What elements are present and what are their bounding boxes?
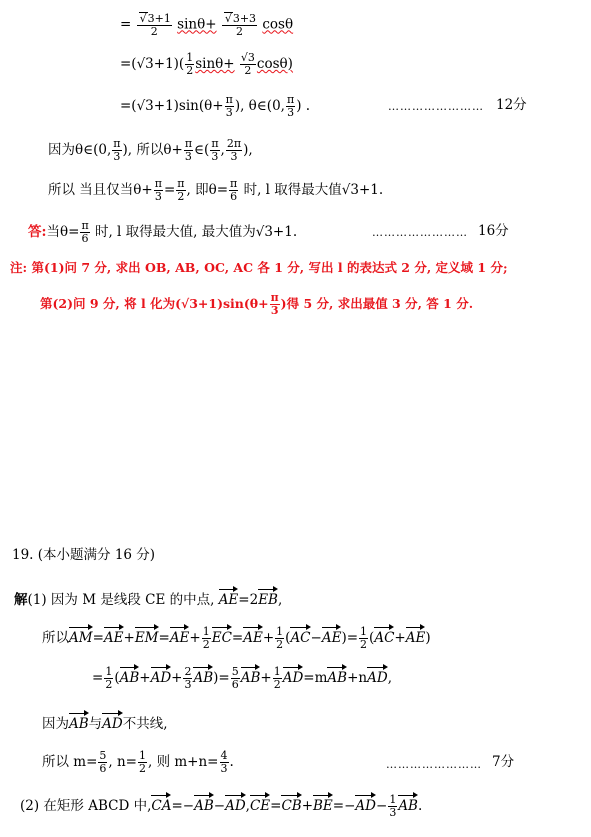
denominator: 3 [287, 106, 295, 119]
fraction [176, 178, 185, 203]
vector: AD [283, 666, 304, 687]
fraction [388, 794, 397, 819]
score-label: 16分 [478, 223, 509, 239]
expr: 时, l 取得最大值√3+1. [239, 182, 384, 198]
q19-line-2 [42, 626, 431, 651]
expr: (2) 在矩形 ABCD 中, [20, 798, 152, 814]
denominator: 2 [177, 190, 185, 203]
expr: )得 5 分, 求出最值 3 分, 答 1 分. [280, 296, 474, 311]
expr: =2 [238, 592, 259, 608]
numerator: 3+3 [232, 12, 257, 25]
expr: ), θ∈(0, [234, 98, 285, 114]
op: ( [285, 630, 291, 646]
vector: BE [313, 794, 333, 815]
vector: CB [281, 794, 301, 815]
numerator: 1 [186, 51, 194, 64]
sin-term: sinθ+ [177, 16, 217, 33]
expr: , n= [108, 754, 137, 770]
q19-line-6 [20, 794, 422, 819]
denominator: 3 [270, 304, 279, 317]
op: − [376, 798, 388, 814]
denominator: 6 [230, 190, 238, 203]
vector: AB [241, 666, 261, 687]
op: + [189, 630, 201, 646]
denominator: 2 [105, 678, 113, 691]
score-label: 7分 [492, 754, 515, 770]
question-19-header: 19. (本小题满分 16 分) [12, 547, 156, 563]
vector: AB [398, 794, 418, 815]
grading-note-2 [40, 292, 473, 317]
vector: EM [135, 626, 159, 647]
numerator: 1 [105, 665, 113, 678]
expr: , [220, 142, 225, 158]
denominator: 2 [273, 678, 281, 691]
fraction [185, 52, 194, 77]
fraction [229, 178, 238, 203]
derivation-line-4 [48, 138, 253, 163]
sqrt-3: √ [224, 12, 232, 25]
expr: 所以 [42, 630, 69, 646]
denominator: 2 [202, 638, 210, 651]
fraction [231, 666, 240, 691]
fraction [222, 12, 257, 38]
vector: AD [102, 712, 123, 733]
denominator: 2 [150, 25, 158, 38]
expr: 与 [88, 716, 103, 732]
numerator: π [270, 291, 279, 304]
denominator: 3 [184, 150, 192, 163]
numerator: π [154, 177, 162, 190]
fraction [273, 666, 282, 691]
numerator: 2π [226, 137, 242, 150]
denominator: 3 [154, 190, 162, 203]
numerator: 5 [99, 749, 107, 762]
vector: CE [250, 794, 270, 815]
numerator: 1 [139, 749, 146, 762]
q19-line-1 [14, 588, 282, 609]
vector: AD [225, 794, 246, 815]
denominator: 6 [99, 762, 107, 775]
op: ) [425, 630, 431, 646]
numerator: √3 [240, 51, 255, 64]
fraction [275, 626, 284, 651]
numerator: 1 [273, 665, 281, 678]
op: = [270, 798, 282, 814]
expr: = [163, 182, 176, 198]
fraction [80, 220, 89, 245]
expr: 所以 m= [42, 754, 98, 770]
expr: 第(2)问 9 分, 将 l 化为(√3+1)sin(θ+ [40, 296, 269, 311]
numerator: 1 [202, 625, 210, 638]
vector: AE [170, 626, 190, 647]
expr: , [277, 592, 283, 608]
op: , [245, 798, 250, 814]
fraction [270, 292, 280, 317]
fraction [202, 626, 211, 651]
op: =− [171, 798, 195, 814]
op: = [231, 630, 244, 646]
vector-AE: AE [219, 588, 239, 609]
numerator: 1 [360, 625, 368, 638]
fraction [104, 666, 113, 691]
op: =m [303, 670, 328, 686]
op: + [171, 670, 183, 686]
vector-EB: EB [258, 588, 278, 609]
numerator: 5 [231, 665, 239, 678]
fraction [240, 52, 256, 77]
op: ( [114, 670, 120, 686]
expr: 因为θ∈(0, [48, 142, 112, 158]
vector: AB [327, 666, 347, 687]
vector: AE [406, 626, 426, 647]
expr: 时, l 取得最大值, 最大值为√3+1. [90, 224, 298, 240]
fraction [286, 94, 295, 119]
cos-term: cosθ) [256, 56, 293, 72]
denominator: 3 [211, 150, 219, 163]
op: +n [347, 670, 368, 686]
expr: , 即θ= [186, 182, 229, 198]
expr: . [229, 754, 234, 770]
fraction [138, 750, 147, 775]
expr: =(√3+1)( [120, 56, 185, 72]
fraction [225, 94, 234, 119]
vector: AC [374, 626, 394, 647]
denominator: 6 [231, 678, 239, 691]
vector: AD [355, 794, 376, 815]
denominator: 6 [81, 232, 89, 245]
op: , [387, 670, 392, 686]
score-dots: …………………… [386, 758, 482, 771]
op: + [301, 798, 314, 814]
op: )= [341, 630, 359, 646]
denominator: 3 [184, 678, 192, 691]
vector: AD [367, 666, 388, 687]
vector: AE [104, 626, 124, 647]
denominator: 3 [389, 806, 397, 819]
op: . [417, 798, 423, 814]
vector: AC [290, 626, 310, 647]
op: = [92, 670, 104, 686]
numerator: π [177, 177, 185, 190]
fraction [112, 138, 121, 163]
numerator: 2 [184, 665, 192, 678]
numerator: π [113, 137, 121, 150]
vector: AE [243, 626, 263, 647]
expr: =(√3+1)sin(θ+ [120, 98, 224, 114]
score-dots: …………………… [372, 226, 468, 239]
numerator: π [81, 219, 89, 232]
numerator: 3+1 [147, 12, 171, 25]
vector: AB [194, 794, 214, 815]
q19-line-4 [42, 712, 168, 733]
fraction [226, 138, 242, 163]
op: − [213, 798, 226, 814]
expr: 所以 当且仅当θ+ [48, 182, 153, 198]
expr: (1) 因为 M 是线段 CE 的中点, [27, 592, 215, 608]
op: )= [213, 670, 230, 686]
grading-note-1: 注: 第(1)问 7 分, 求出 OB, AB, OC, AC 各 1 分, 写出 l 的表达式 2 分, 定义域 1 分; [10, 260, 508, 275]
vector: EC [212, 626, 232, 647]
vector: CA [151, 794, 171, 815]
answer-line [28, 220, 297, 245]
denominator: 2 [244, 64, 252, 77]
vector: AD [151, 666, 172, 687]
fraction [98, 750, 107, 775]
denominator: 2 [235, 25, 243, 38]
eq-sign: = [120, 16, 132, 33]
op: + [262, 630, 275, 646]
expr: 不共线, [122, 716, 168, 732]
vector: AB [120, 666, 140, 687]
score-label: 12分 [496, 97, 527, 113]
denominator: 3 [230, 150, 238, 163]
vector: AE [322, 626, 342, 647]
fraction [210, 138, 219, 163]
derivation-line-3 [120, 94, 310, 119]
numerator: π [211, 137, 219, 150]
q19-line-5 [42, 750, 234, 775]
expr: 当θ= [46, 224, 80, 240]
op: + [139, 670, 151, 686]
expr: , 则 m+n= [148, 754, 219, 770]
expr: 因为 [42, 716, 69, 732]
derivation-line-1 [120, 12, 293, 38]
numerator: 4 [220, 749, 228, 762]
numerator: 1 [276, 625, 284, 638]
numerator: π [225, 93, 233, 106]
fraction [183, 666, 192, 691]
op: − [310, 630, 322, 646]
fraction [359, 626, 368, 651]
derivation-line-5 [48, 178, 383, 203]
solution-label: 解 [14, 592, 28, 608]
denominator: 2 [139, 762, 146, 775]
vector: AB [193, 666, 213, 687]
score-dots: …………………… [388, 100, 484, 113]
numerator: π [286, 93, 295, 106]
op: ( [369, 630, 375, 646]
denominator: 2 [186, 64, 194, 77]
sqrt-3: √ [139, 12, 147, 25]
vector: AM [69, 626, 93, 647]
sin-term: sinθ+ [195, 56, 235, 72]
expr: ∈( [194, 142, 210, 158]
op: + [123, 630, 135, 646]
fraction [184, 138, 193, 163]
vector: AB [69, 712, 89, 733]
denominator: 3 [113, 150, 121, 163]
op: + [260, 670, 272, 686]
expr: ), 所以θ+ [122, 142, 183, 158]
denominator: 2 [276, 638, 284, 651]
denominator: 3 [220, 762, 228, 775]
fraction [137, 12, 172, 38]
expr: ) . [296, 98, 311, 114]
fraction [154, 178, 163, 203]
denominator: 2 [360, 638, 368, 651]
expr: ), [243, 142, 253, 158]
op: = [92, 630, 104, 646]
q19-line-3 [92, 666, 392, 691]
derivation-line-2 [120, 52, 293, 77]
cos-term: cosθ [262, 16, 294, 33]
numerator: π [230, 177, 238, 190]
denominator: 3 [225, 106, 233, 119]
op: =− [332, 798, 356, 814]
numerator: 1 [389, 793, 397, 806]
op: = [158, 630, 170, 646]
answer-label: 答: [28, 224, 47, 240]
numerator: π [184, 137, 193, 150]
op: + [394, 630, 406, 646]
fraction [220, 750, 229, 775]
